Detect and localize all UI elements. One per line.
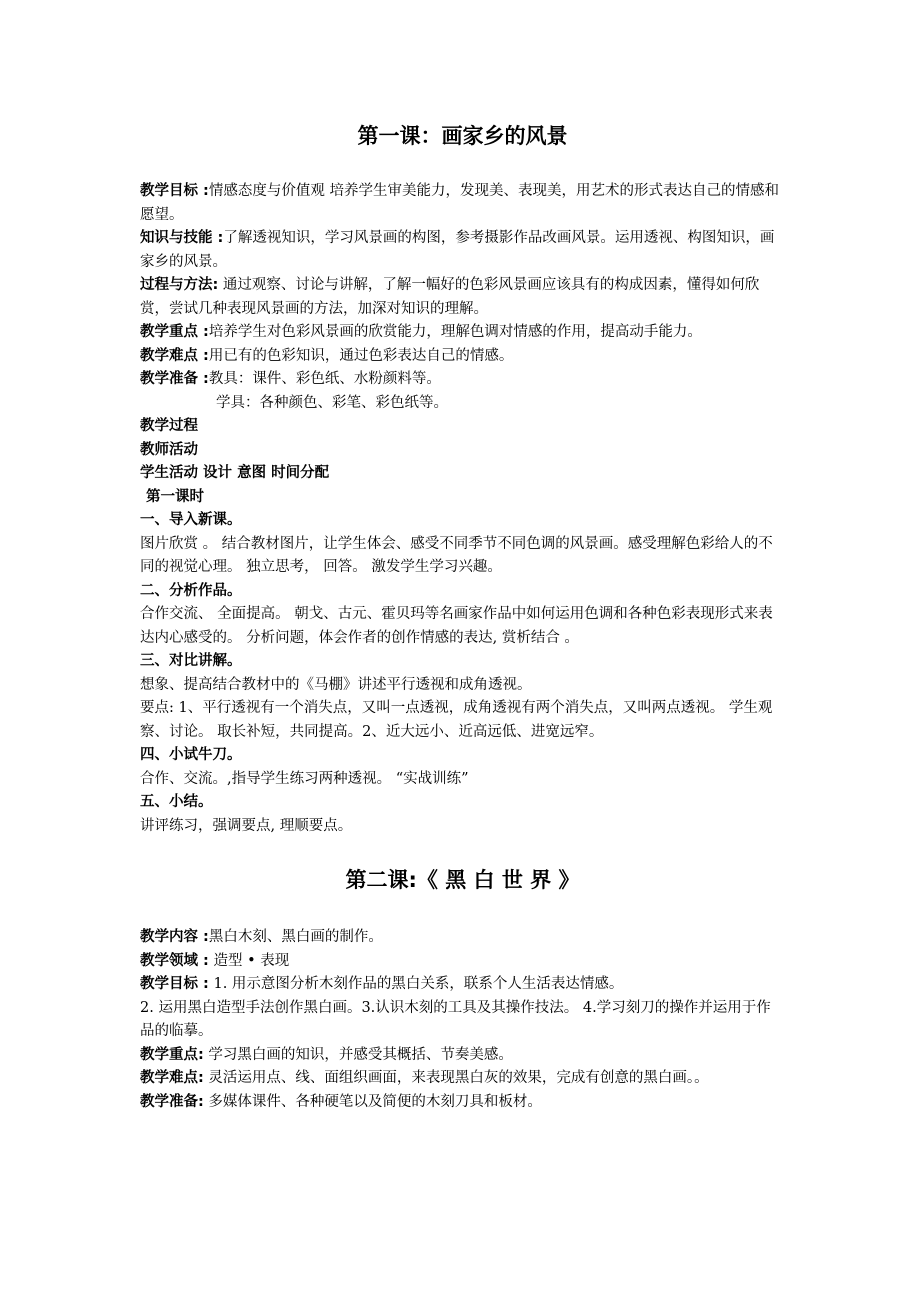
- goal-label: 教学目标 :: [140, 183, 209, 199]
- goal2-label: 教学目标 :: [140, 976, 209, 992]
- goal-text: 情感态度与价值观 培养学生审美能力，发现美、表现美，用艺术的形式表达自己的情感和愿望。: [140, 183, 779, 223]
- section4-text: 合作、交流。,指导学生练习两种透视。 “实战训练”: [140, 770, 469, 787]
- process-label: 过程与方法:: [140, 277, 219, 293]
- section2-heading: 二、分析作品。: [140, 582, 242, 599]
- skill-label: 知识与技能 :: [140, 230, 224, 246]
- section3-text2: 要点: 1、平行透视有一个消失点，又叫一点透视，成角透视有两个消失点，又叫两点透视。 学生观察、讨论。 取长补短，共同提高。2、近大远小、近高远低、进宽远窄。: [140, 700, 773, 740]
- section2-text: 合作交流、 全面提高。 朝戈、古元、霍贝玛等名画家作品中如何运用色调和各种色彩表现形式来表达内心感受的。 分析问题，体会作者的创作情感的表达, 赏析结合 。: [140, 606, 773, 646]
- content-label: 教学内容 :: [140, 929, 209, 945]
- goal2-text2: 2. 运用黑白造型手法创作黑白画。3.认识木刻的工具及其操作技法。 4.学习刻刀的操作并运用于作品的临摹。: [140, 999, 771, 1039]
- period-heading: 第一课时: [146, 488, 204, 505]
- process-heading: 教学过程: [140, 418, 198, 434]
- lesson1-difficulty: [140, 345, 785, 369]
- prep2-text: 多媒体课件、各种硬笔以及简便的木刻刀具和板材。: [203, 1093, 542, 1110]
- difficulty-text: 用已有的色彩知识，通过色彩表达自己的情感。: [208, 347, 514, 364]
- lesson2-title: 第二课:《 黑 白 世 界 》: [345, 868, 580, 892]
- key2-text: 学习黑白画的知识，并感受其概括、节奏美感。: [203, 1046, 513, 1063]
- lesson2-prep: [140, 1091, 785, 1115]
- lesson1-prep: [140, 368, 785, 392]
- domain-label: 教学领域 :: [140, 952, 209, 969]
- key-label: 教学重点 :: [140, 324, 209, 340]
- lesson2-goal: [140, 973, 785, 997]
- section5-heading: 五、小结。: [140, 794, 213, 810]
- prep2-label: 教学准备:: [140, 1093, 204, 1110]
- teacher-activity: 教师活动: [140, 441, 198, 458]
- skill-text: 了解透视知识，学习风景画的构图，参考摄影作品改画风景。运用透视、构图知识，画家乡的风景。: [140, 230, 775, 270]
- section3-heading: 三、对比讲解。: [140, 653, 242, 669]
- difficulty-label: 教学难点 :: [140, 347, 209, 364]
- content-text: 黑白木刻、黑白画的制作。: [208, 929, 383, 945]
- lesson1-title: 第一课：画家乡的风景: [357, 124, 568, 148]
- lesson1-process: [140, 274, 785, 321]
- section4-heading: 四、小试牛刀。: [140, 747, 242, 763]
- lesson2-domain: [140, 950, 785, 974]
- document-body: [140, 118, 785, 1114]
- section1-heading: 一、导入新课。: [140, 512, 242, 528]
- difficulty2-label: 教学难点:: [140, 1070, 204, 1086]
- section1-text: 图片欣赏 。 结合教材图片，让学生体会、感受不同季节不同色调的风景画。感受理解色彩给人的不同的视觉心理。 独立思考， 回答。 激发学生学习兴趣。: [140, 535, 773, 575]
- domain-text: 造型 • 表现: [208, 952, 290, 969]
- prep-student: 学具：各种颜色、彩笔、彩色纸等。: [216, 394, 448, 411]
- prep-teacher: 教具：课件、彩色纸、水粉颜料等。: [208, 371, 441, 387]
- lesson1-key: [140, 321, 785, 345]
- student-activity: 学生活动 设计 意图 时间分配: [140, 465, 330, 481]
- lesson2-content: [140, 926, 785, 950]
- difficulty2-text: 灵活运用点、线、面组织画面，来表现黑白灰的效果，完成有创意的黑白画。。: [203, 1070, 709, 1086]
- lesson2-difficulty: [140, 1067, 785, 1091]
- lesson2-key: [140, 1044, 785, 1068]
- lesson1-goal: [140, 180, 785, 227]
- lesson1-skill: [140, 227, 785, 274]
- section3-text1: 想象、提高结合教材中的《马棚》讲述平行透视和成角透视。: [140, 676, 532, 693]
- prep-label: 教学准备 :: [140, 371, 209, 387]
- key-text: 培养学生对色彩风景画的欣赏能力，理解色调对情感的作用，提高动手能力。: [208, 324, 702, 340]
- process-text: 通过观察、讨论与讲解，了解一幅好的色彩风景画应该具有的构成因素，懂得如何欣赏，尝试几种表现风景画的方法，加深对知识的理解。: [140, 277, 760, 317]
- goal2-text1: 1. 用示意图分析木刻作品的黑白关系，联系个人生活表达情感。: [208, 976, 624, 992]
- key2-label: 教学重点:: [140, 1046, 204, 1063]
- section5-text: 讲评练习，强调要点, 理顺要点。: [140, 817, 353, 834]
